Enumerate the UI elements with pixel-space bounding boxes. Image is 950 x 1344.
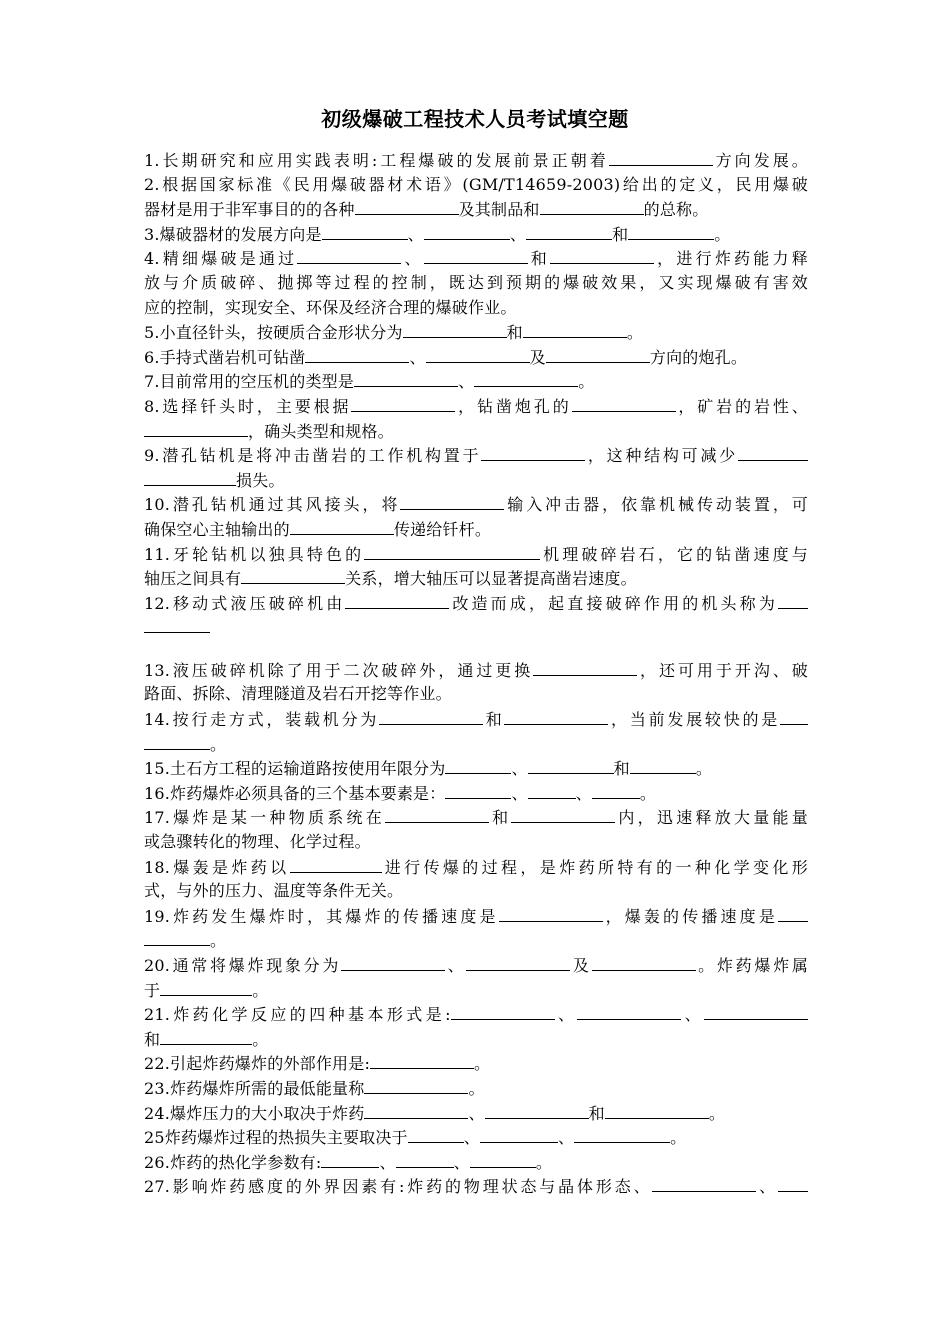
blank-line[interactable] (550, 246, 654, 264)
question-24 (144, 1101, 808, 1126)
blank-line[interactable] (511, 805, 615, 823)
blank-line[interactable] (400, 492, 504, 510)
blank-line[interactable] (355, 197, 459, 215)
question-17 (144, 805, 808, 854)
question-line: 。 (144, 928, 808, 953)
blank-line[interactable] (321, 1150, 379, 1168)
blank-line[interactable] (592, 781, 640, 799)
question-6 (144, 345, 808, 370)
blank-line[interactable] (704, 1002, 808, 1020)
question-line: 式，与外的压力、温度等条件无关。 (144, 881, 404, 901)
blank-line[interactable] (396, 1150, 454, 1168)
question-19 (144, 904, 808, 953)
blank-line[interactable] (485, 1101, 589, 1119)
blank-line[interactable] (160, 978, 252, 996)
blank-line[interactable] (241, 566, 345, 584)
question-15 (144, 756, 808, 781)
question-line: 9.潜孔钻机是将冲击凿岩的工作机构置于 ，这种结构可减少 (144, 443, 808, 468)
blank-line[interactable] (523, 320, 627, 338)
blank-line[interactable] (424, 246, 528, 264)
question-line: 18.爆轰是炸药以 进行传爆的过程，是炸药所特有的一种化学变化形 (144, 855, 808, 880)
question-7 (144, 369, 808, 394)
question-line: 于 。 (144, 978, 808, 1003)
blank-line[interactable] (481, 443, 585, 461)
question-line: 应的控制，实现安全、环保及经济合理的爆破作业。 (144, 297, 517, 317)
question-10 (144, 492, 808, 541)
question-line: 1.长期研究和应用实践表明:工程爆破的发展前景正朝着 方向发展。 (144, 148, 808, 173)
blank-line[interactable] (738, 443, 808, 461)
question-25 (144, 1125, 808, 1150)
blank-line[interactable] (364, 542, 540, 560)
question-line: 13.液压破碎机除了用于二次破碎外，通过更换 ，还可用于开沟、破 (144, 658, 808, 683)
question-line: 21.炸药化学反应的四种基本形式是: 、 、 (144, 1002, 808, 1027)
question-4 (144, 246, 808, 320)
question-line: 4.精细爆破是通过 、 和 ，进行炸药能力释 (144, 246, 808, 271)
question-line: ，确头类型和规格。 (144, 419, 808, 444)
blank-line[interactable] (628, 222, 714, 240)
blank-line[interactable] (341, 953, 445, 971)
question-line: 损失。 (144, 468, 808, 493)
blank-line[interactable] (546, 345, 650, 363)
question-2 (144, 173, 808, 222)
question-line: 。 (144, 732, 808, 757)
question-line: 10.潜孔钻机通过其风接头，将 输入冲击器，依靠机械传动装置，可 (144, 492, 808, 517)
blank-line[interactable] (577, 1002, 681, 1020)
question-line: 27.影响炸药感度的外界因素有:炸药的物理状态与晶体形态、 、 (144, 1174, 808, 1199)
question-line: 16.炸药爆炸必须具备的三个基本要素是： 、 、 。 (144, 781, 808, 806)
blank-line[interactable] (540, 197, 644, 215)
blank-line[interactable] (445, 756, 511, 774)
blank-line[interactable] (408, 1125, 464, 1143)
question-line: 6.手持式凿岩机可钻凿 、 及 方向的炮孔。 (144, 345, 808, 370)
question-list (144, 148, 808, 1199)
question-line: 2.根据国家标准《民用爆破器材术语》(GM/T14659-2003)给出的定义，民用爆破 (144, 174, 808, 194)
blank-line[interactable] (403, 320, 507, 338)
blank-line[interactable] (778, 1174, 808, 1192)
question-line: 放与介质破碎、抛掷等过程的控制，既达到预期的爆破效果，又实现爆破有害效 (144, 272, 808, 292)
question-line: 3.爆破器材的发展方向是 、 、 和 。 (144, 222, 808, 247)
blank-line[interactable] (499, 904, 603, 922)
blank-line[interactable] (370, 1051, 474, 1069)
question-line: 15.土石方工程的运输道路按使用年限分为 、 和 。 (144, 756, 808, 781)
blank-line[interactable] (572, 394, 676, 412)
blank-line[interactable] (526, 222, 612, 240)
blank-line[interactable] (297, 246, 401, 264)
question-line: 11.牙轮钻机以独具特色的 机理破碎岩石，它的钻凿速度与 (144, 542, 808, 567)
question-line: 24.爆炸压力的大小取决于炸药 、 和 。 (144, 1101, 808, 1126)
blank-line[interactable] (480, 1125, 558, 1143)
blank-line[interactable] (424, 222, 510, 240)
question-line: 器材是用于非军事目的的各种 及其制品和 的总称。 (144, 197, 808, 222)
blank-line[interactable] (160, 1027, 252, 1045)
page-title: 初级爆破工程技术人员考试填空题 (321, 107, 629, 131)
question-5 (144, 320, 808, 345)
question-22 (144, 1051, 808, 1076)
blank-line[interactable] (354, 369, 458, 387)
blank-line[interactable] (652, 1174, 756, 1192)
blank-line[interactable] (305, 345, 409, 363)
blank-line[interactable] (364, 1076, 468, 1094)
blank-line[interactable] (528, 756, 614, 774)
blank-line[interactable] (574, 1125, 670, 1143)
blank-line[interactable] (533, 658, 637, 676)
blank-line[interactable] (630, 756, 696, 774)
question-line: 8.选择钎头时，主要根据 ，钻凿炮孔的 ，矿岩的岩性、 (144, 394, 808, 419)
question-line: 19.炸药发生爆炸时，其爆炸的传播速度是 ，爆轰的传播速度是 (144, 904, 808, 929)
question-9 (144, 443, 808, 492)
question-line: 22.引起炸药爆炸的外部作用是: 。 (144, 1051, 808, 1076)
question-13 (144, 658, 808, 707)
blank-line[interactable] (385, 805, 489, 823)
question-line: 23.炸药爆炸所需的最低能量称 。 (144, 1076, 808, 1101)
question-line: 7.目前常用的空压机的类型是 、 。 (144, 369, 808, 394)
blank-line[interactable] (426, 345, 530, 363)
question-line: 25炸药爆炸过程的热损失主要取决于 、 、 。 (144, 1125, 808, 1150)
question-line (144, 615, 808, 640)
question-line: 17.爆炸是某一种物质系统在 和 内，迅速释放大量能量 (144, 805, 808, 830)
blank-line[interactable] (474, 369, 578, 387)
blank-line[interactable] (345, 591, 449, 609)
blank-line[interactable] (290, 855, 382, 873)
question-line: 路面、拆除、清理隧道及岩石开挖等作业。 (144, 684, 452, 704)
blank-line[interactable] (609, 148, 713, 166)
blank-line[interactable] (364, 1101, 468, 1119)
blank-line[interactable] (144, 419, 248, 437)
question-14 (144, 707, 808, 756)
blank-line[interactable] (470, 1150, 536, 1168)
question-16 (144, 781, 808, 806)
paragraph-gap (144, 640, 808, 658)
question-8 (144, 394, 808, 443)
blank-line[interactable] (144, 468, 236, 486)
blank-line[interactable] (379, 707, 483, 725)
question-18 (144, 855, 808, 904)
question-line: 轴压之间具有 关系，增大轴压可以显著提高凿岩速度。 (144, 566, 808, 591)
question-line: 14.按行走方式，装载机分为 和 ，当前发展较快的是 (144, 707, 808, 732)
question-line: 和 。 (144, 1027, 808, 1052)
blank-line[interactable] (445, 781, 511, 799)
blank-line[interactable] (290, 517, 394, 535)
question-3 (144, 222, 808, 247)
blank-line[interactable] (144, 928, 210, 946)
question-21 (144, 1002, 808, 1051)
question-20 (144, 953, 808, 1002)
blank-line[interactable] (778, 591, 808, 609)
question-1 (144, 148, 808, 173)
blank-line[interactable] (592, 953, 696, 971)
blank-line[interactable] (351, 394, 455, 412)
question-line: 12.移动式液压破碎机由 改造而成，起直接破碎作用的机头称为 (144, 591, 808, 616)
question-line: 或急骤转化的物理、化学过程。 (144, 832, 371, 852)
blank-line[interactable] (778, 904, 808, 922)
blank-line[interactable] (780, 707, 808, 725)
question-line: 26.炸药的热化学参数有: 、 、 。 (144, 1150, 808, 1175)
blank-line[interactable] (322, 222, 408, 240)
question-26 (144, 1150, 808, 1175)
blank-line[interactable] (504, 707, 608, 725)
question-line: 5.小直径针头，按硬质合金形状分为 和 。 (144, 320, 808, 345)
question-line: 20.通常将爆炸现象分为 、 及 。炸药爆炸属 (144, 953, 808, 978)
blank-line[interactable] (528, 781, 576, 799)
blank-line[interactable] (451, 1002, 555, 1020)
question-line: 确保空心主轴输出的 传递给钎杆。 (144, 517, 808, 542)
blank-line[interactable] (144, 732, 210, 750)
question-12 (144, 591, 808, 658)
question-23 (144, 1076, 808, 1101)
blank-line[interactable] (144, 615, 210, 633)
question-11 (144, 542, 808, 591)
question-27 (144, 1174, 808, 1199)
blank-line[interactable] (466, 953, 570, 971)
blank-line[interactable] (605, 1101, 709, 1119)
